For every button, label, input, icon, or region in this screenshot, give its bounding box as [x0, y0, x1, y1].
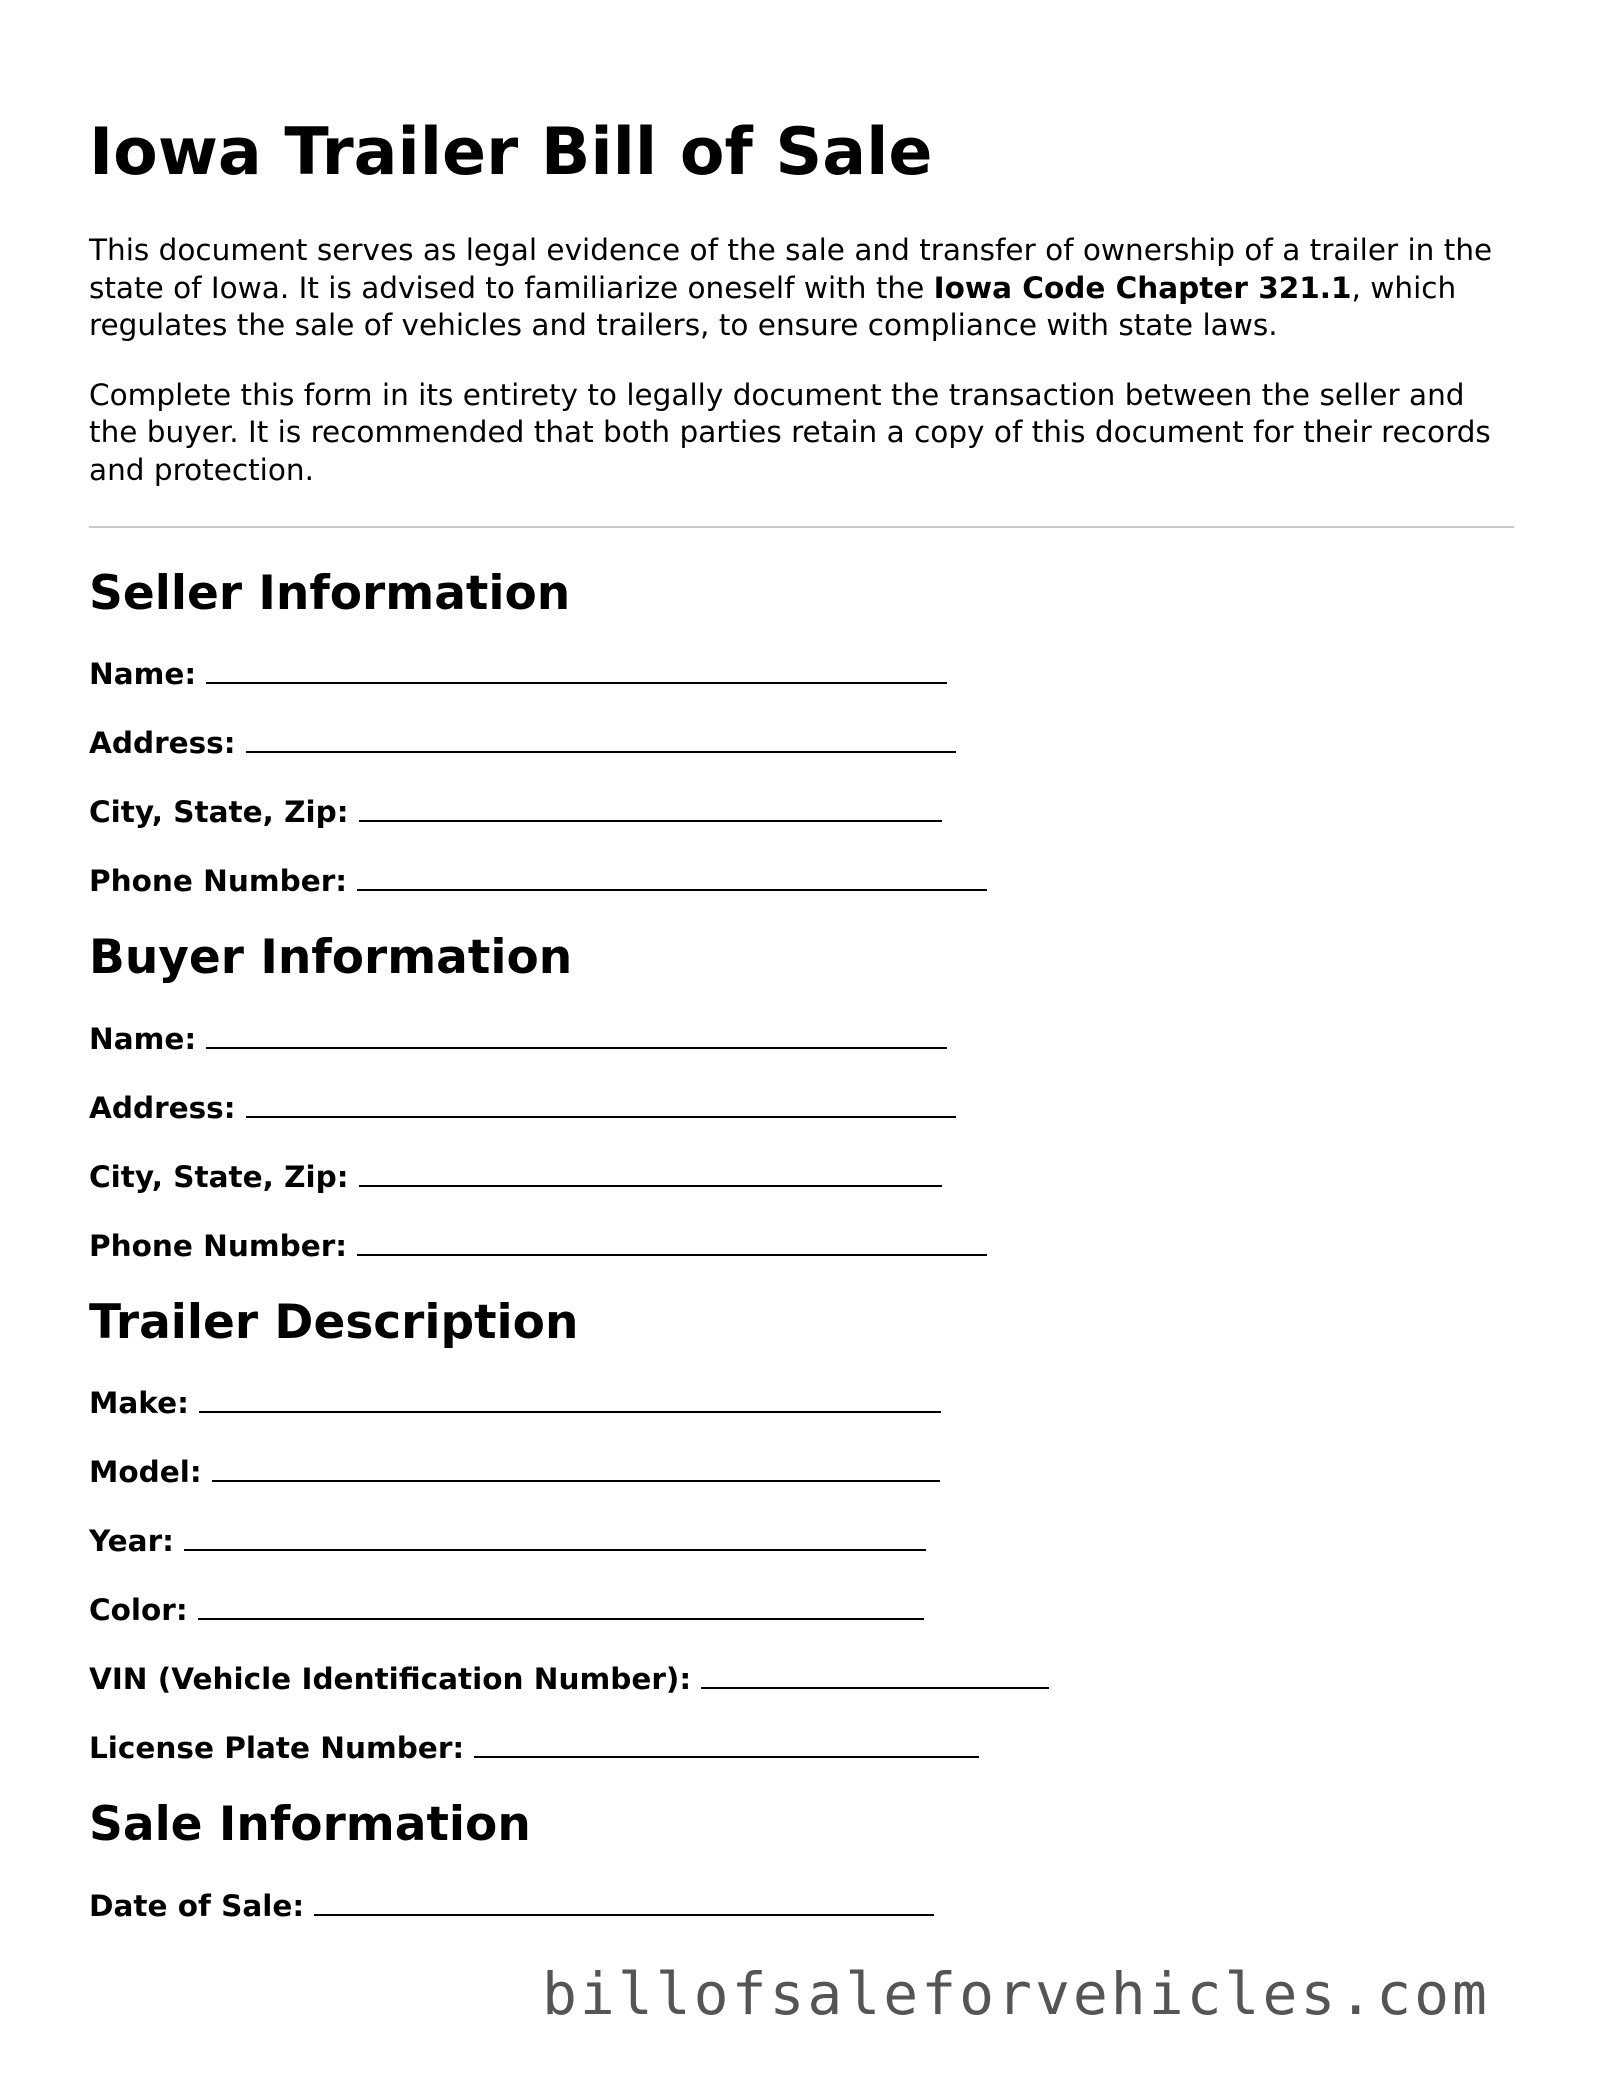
seller-city-state-zip-row	[89, 792, 1514, 828]
trailer-color-row	[89, 1590, 1514, 1626]
trailer-license-plate-line[interactable]	[474, 1728, 979, 1758]
buyer-address-line[interactable]	[246, 1088, 956, 1118]
buyer-phone-label: Phone Number:	[89, 1228, 348, 1263]
seller-name-row	[89, 654, 1514, 690]
trailer-license-plate-row	[89, 1728, 1514, 1764]
buyer-name-label: Name:	[89, 1021, 197, 1056]
buyer-address-label: Address:	[89, 1090, 236, 1125]
iowa-code-reference: Iowa Code Chapter 321.1	[933, 270, 1352, 305]
trailer-color-line[interactable]	[198, 1590, 924, 1620]
buyer-city-state-zip-row	[89, 1157, 1514, 1193]
sale-date-label: Date of Sale:	[89, 1888, 305, 1923]
trailer-year-row	[89, 1521, 1514, 1557]
sale-date-line[interactable]	[314, 1886, 934, 1916]
intro-text-a: This document serves as legal evidence of the sale and transfer of ownership of a trailer in the state of Iowa. It is advised to familiarize oneself with the	[89, 233, 1493, 305]
seller-phone-row	[89, 861, 1514, 897]
intro-text-b: , which regulates the sale of vehicles and trailers, to ensure compliance with state laws.	[89, 270, 1457, 342]
trailer-color-label: Color:	[89, 1593, 188, 1628]
seller-address-line[interactable]	[246, 723, 956, 753]
seller-phone-label: Phone Number:	[89, 864, 348, 899]
section-divider	[89, 526, 1514, 528]
buyer-heading: Buyer Information	[89, 930, 573, 986]
sale-section	[89, 1797, 1514, 1921]
trailer-vin-row	[89, 1659, 1514, 1695]
buyer-phone-row	[89, 1226, 1514, 1262]
seller-name-label: Name:	[89, 657, 197, 692]
seller-address-label: Address:	[89, 726, 236, 761]
trailer-make-row	[89, 1383, 1514, 1419]
trailer-year-label: Year:	[89, 1524, 174, 1559]
trailer-year-line[interactable]	[184, 1521, 926, 1551]
buyer-city-state-zip-line[interactable]	[359, 1157, 942, 1187]
intro-paragraph-2: Complete this form in its entirety to legally document the transaction between the seller and the buyer. It is recommended that both parties retain a copy of this document for their records and protection.	[89, 377, 1491, 487]
seller-heading: Seller Information	[89, 566, 571, 621]
seller-phone-line[interactable]	[357, 861, 987, 891]
trailer-vin-line[interactable]	[701, 1659, 1049, 1689]
trailer-make-label: Make:	[89, 1386, 189, 1421]
buyer-phone-line[interactable]	[357, 1226, 987, 1256]
trailer-heading: Trailer Description	[89, 1294, 579, 1350]
buyer-name-row	[89, 1019, 1514, 1055]
seller-city-state-zip-label: City, State, Zip:	[89, 795, 349, 830]
trailer-make-line[interactable]	[199, 1383, 941, 1413]
sale-heading: Sale Information	[89, 1797, 531, 1853]
trailer-vin-label: VIN (Vehicle Identification Number):	[89, 1662, 692, 1697]
buyer-section	[89, 930, 1514, 1261]
trailer-section	[89, 1295, 1514, 1764]
intro-paragraph-1	[89, 232, 1514, 345]
sale-date-row	[89, 1886, 1514, 1922]
seller-city-state-zip-line[interactable]	[359, 792, 942, 822]
trailer-model-row	[89, 1452, 1514, 1488]
seller-section	[89, 566, 1514, 897]
trailer-model-label: Model:	[89, 1455, 202, 1490]
document-page	[89, 100, 1514, 1955]
document-title: Iowa Trailer Bill of Sale	[89, 115, 933, 190]
trailer-license-plate-label: License Plate Number:	[89, 1731, 465, 1766]
buyer-name-line[interactable]	[206, 1019, 947, 1049]
site-watermark: billofsaleforvehicles.com	[542, 1960, 1490, 2028]
buyer-city-state-zip-label: City, State, Zip:	[89, 1159, 349, 1194]
seller-address-row	[89, 723, 1514, 759]
trailer-model-line[interactable]	[212, 1452, 940, 1482]
buyer-address-row	[89, 1088, 1514, 1124]
seller-name-line[interactable]	[206, 654, 947, 684]
